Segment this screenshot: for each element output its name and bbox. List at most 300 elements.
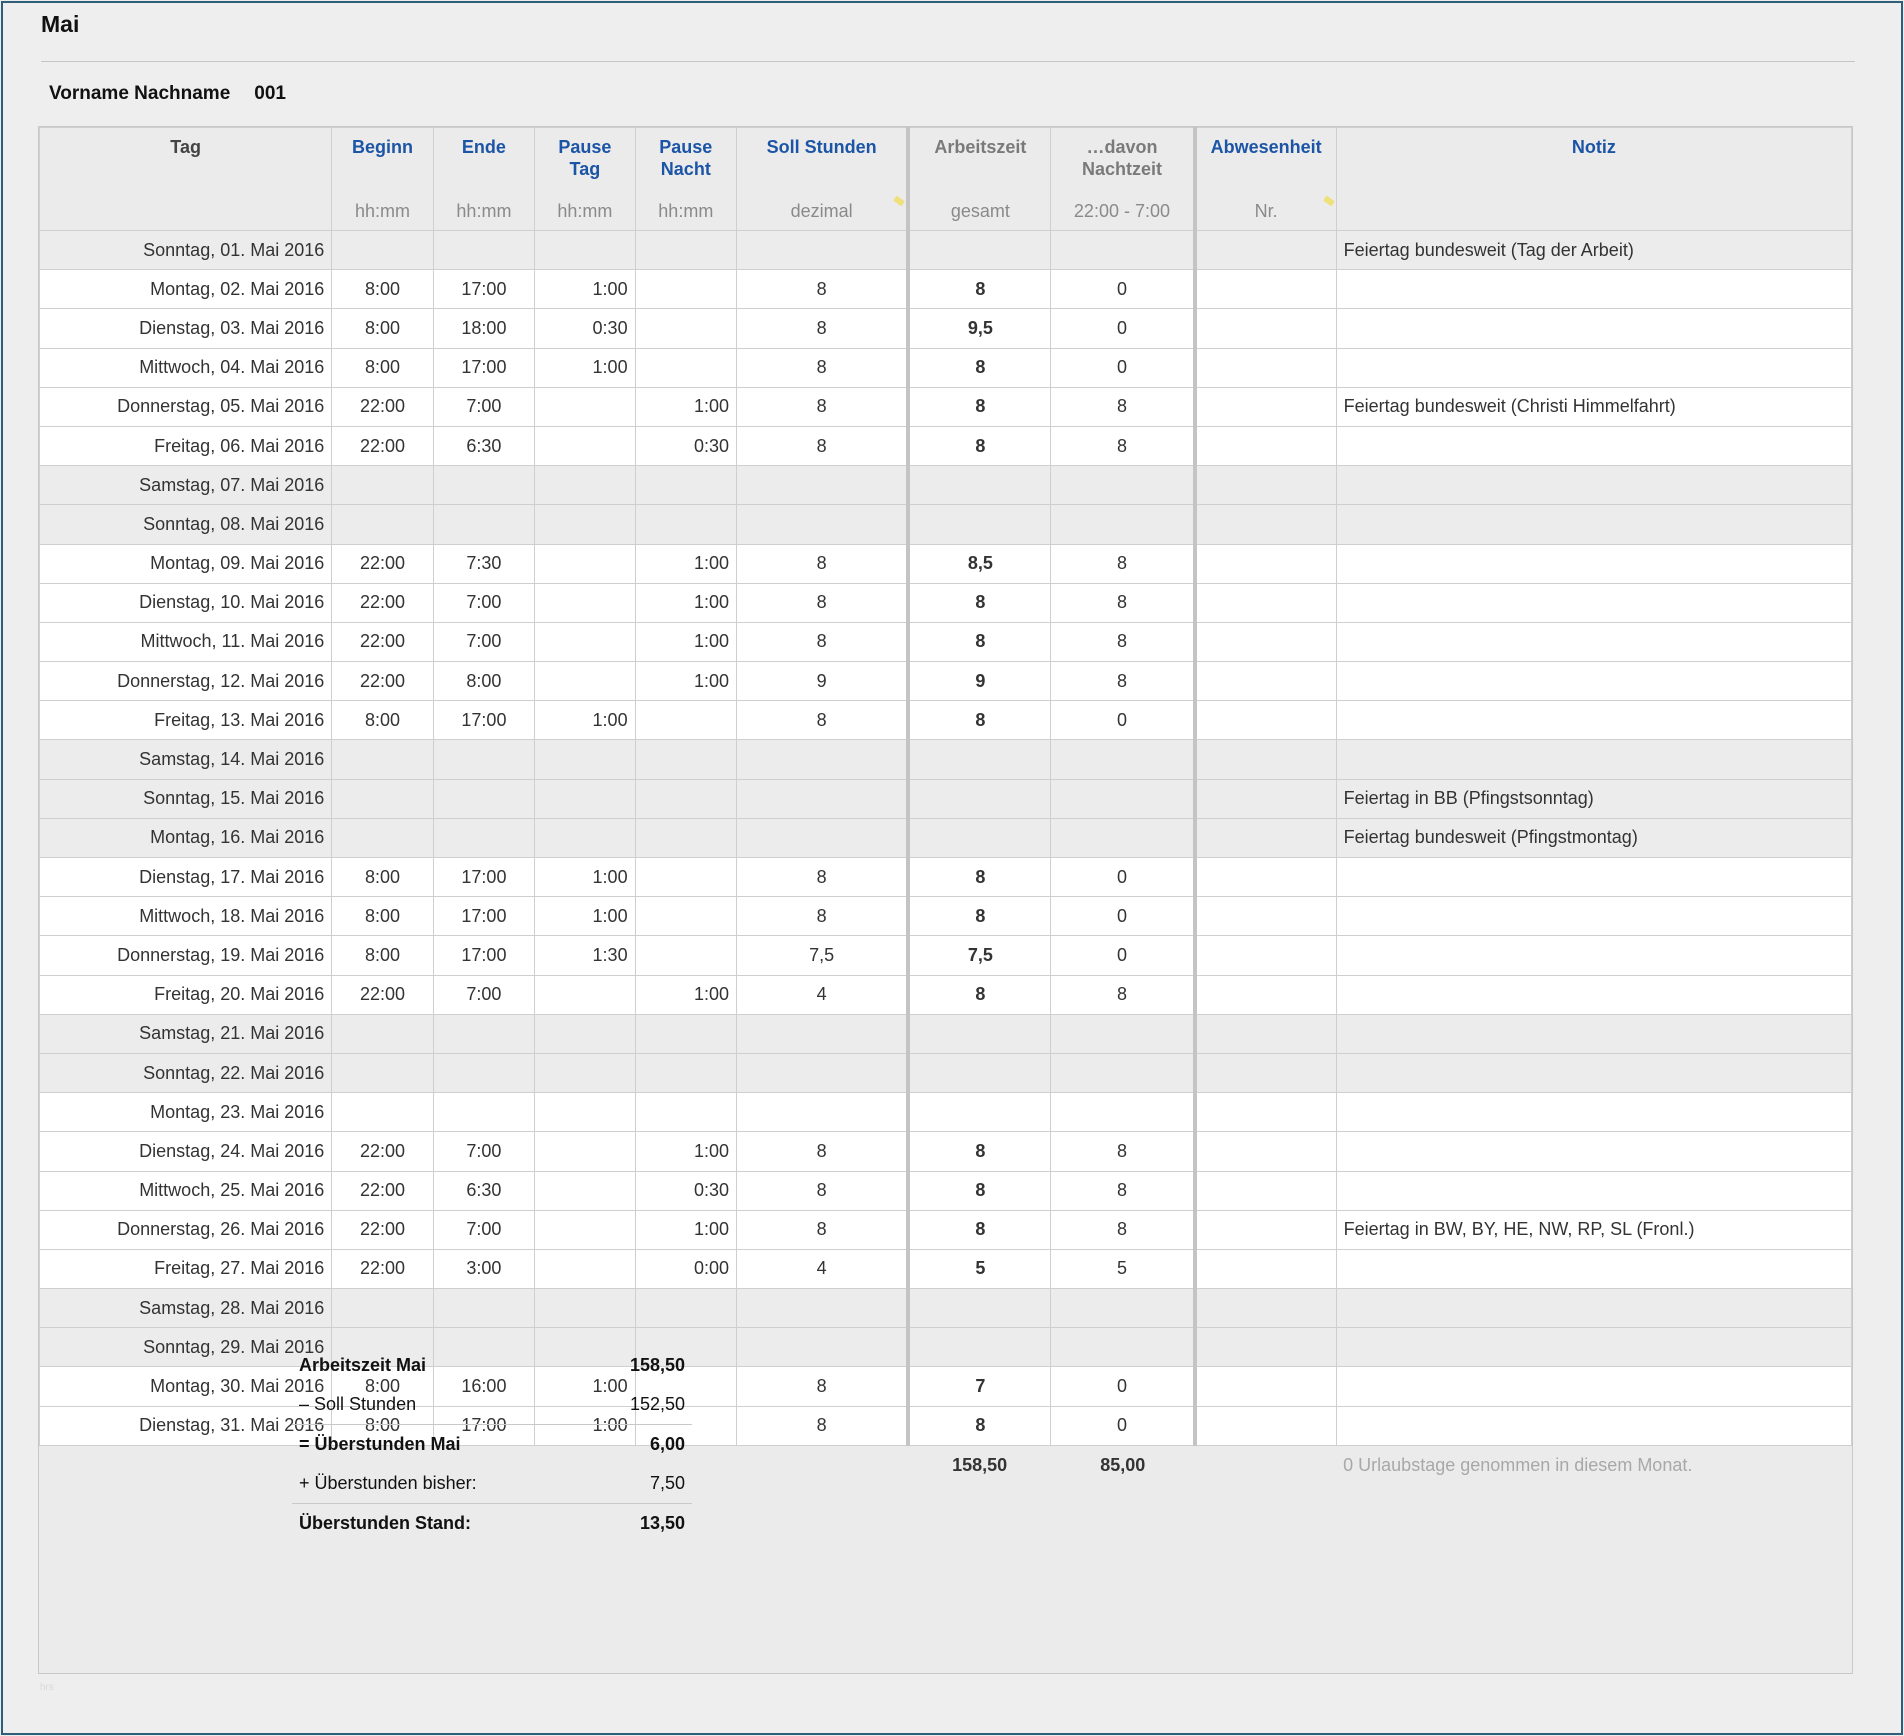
cell-pause-nacht[interactable]: 1:00 <box>635 622 736 661</box>
cell-notiz[interactable] <box>1336 1093 1851 1132</box>
cell-arbeitszeit[interactable]: 8 <box>908 1406 1051 1445</box>
cell-ende[interactable]: 3:00 <box>433 1249 534 1288</box>
cell-beginn[interactable]: 22:00 <box>332 975 433 1014</box>
cell-beginn[interactable]: 22:00 <box>332 387 433 426</box>
cell-arbeitszeit[interactable]: 8 <box>908 701 1051 740</box>
cell-arbeitszeit[interactable]: 8,5 <box>908 544 1051 583</box>
cell-soll[interactable]: 8 <box>737 1171 909 1210</box>
cell-nachtzeit[interactable]: 8 <box>1051 583 1195 622</box>
cell-abwesenheit[interactable] <box>1195 426 1337 465</box>
cell-notiz[interactable] <box>1336 1014 1851 1053</box>
cell-soll[interactable]: 7,5 <box>737 936 909 975</box>
cell-pause-tag[interactable] <box>535 583 635 622</box>
cell-beginn[interactable] <box>332 1289 433 1328</box>
cell-beginn[interactable]: 22:00 <box>332 544 433 583</box>
cell-beginn[interactable]: 8:00 <box>332 858 433 897</box>
cell-tag: Donnerstag, 12. Mai 2016 <box>40 662 332 701</box>
cell-arbeitszeit[interactable] <box>908 779 1051 818</box>
cell-soll[interactable] <box>737 779 909 818</box>
cell-abwesenheit[interactable] <box>1195 466 1337 505</box>
cell-abwesenheit[interactable] <box>1195 1406 1337 1445</box>
cell-abwesenheit[interactable] <box>1195 818 1337 857</box>
cell-nachtzeit[interactable]: 0 <box>1051 1367 1195 1406</box>
cell-beginn[interactable]: 22:00 <box>332 583 433 622</box>
cell-notiz[interactable] <box>1336 740 1851 779</box>
cell-pause-tag[interactable] <box>535 231 635 270</box>
cell-nachtzeit[interactable]: 0 <box>1051 309 1195 348</box>
cell-beginn[interactable] <box>332 1014 433 1053</box>
cell-beginn[interactable] <box>332 466 433 505</box>
cell-beginn[interactable] <box>332 740 433 779</box>
cell-pause-nacht[interactable] <box>635 1053 736 1092</box>
cell-arbeitszeit[interactable]: 8 <box>908 270 1051 309</box>
cell-notiz[interactable] <box>1336 701 1851 740</box>
cell-arbeitszeit[interactable] <box>908 466 1051 505</box>
cell-arbeitszeit[interactable] <box>908 740 1051 779</box>
cell-beginn[interactable]: 22:00 <box>332 426 433 465</box>
cell-ende[interactable]: 17:00 <box>433 897 534 936</box>
cell-pause-nacht[interactable] <box>635 936 736 975</box>
cell-tag: Samstag, 28. Mai 2016 <box>40 1289 332 1328</box>
cell-abwesenheit[interactable] <box>1195 1014 1337 1053</box>
cell-arbeitszeit[interactable] <box>908 1093 1051 1132</box>
cell-arbeitszeit[interactable]: 8 <box>908 1132 1051 1171</box>
cell-nachtzeit[interactable]: 0 <box>1051 348 1195 387</box>
cell-beginn[interactable]: 22:00 <box>332 1210 433 1249</box>
cell-soll[interactable] <box>737 1328 909 1367</box>
cell-soll[interactable] <box>737 1053 909 1092</box>
cell-ende[interactable] <box>433 779 534 818</box>
cell-pause-tag[interactable]: 1:00 <box>535 897 635 936</box>
cell-soll[interactable]: 8 <box>737 897 909 936</box>
cell-abwesenheit[interactable] <box>1195 231 1337 270</box>
cell-arbeitszeit[interactable]: 8 <box>908 858 1051 897</box>
cell-soll[interactable] <box>737 231 909 270</box>
cell-ende[interactable]: 17:00 <box>433 701 534 740</box>
cell-ende[interactable]: 17:00 <box>433 348 534 387</box>
cell-notiz[interactable] <box>1336 309 1851 348</box>
cell-beginn[interactable]: 22:00 <box>332 1249 433 1288</box>
cell-notiz[interactable]: Feiertag in BW, BY, HE, NW, RP, SL (Fronl.) <box>1336 1210 1851 1249</box>
cell-ende[interactable] <box>433 505 534 544</box>
cell-pause-tag[interactable] <box>535 1210 635 1249</box>
cell-ende[interactable]: 17:00 <box>433 858 534 897</box>
cell-pause-nacht[interactable] <box>635 348 736 387</box>
cell-pause-tag[interactable] <box>535 466 635 505</box>
cell-notiz[interactable] <box>1336 662 1851 701</box>
cell-abwesenheit[interactable] <box>1195 1367 1337 1406</box>
cell-abwesenheit[interactable] <box>1195 1328 1337 1367</box>
cell-beginn[interactable]: 8:00 <box>332 309 433 348</box>
cell-pause-nacht[interactable] <box>635 231 736 270</box>
cell-pause-tag[interactable] <box>535 426 635 465</box>
cell-pause-tag[interactable] <box>535 1093 635 1132</box>
cell-abwesenheit[interactable] <box>1195 505 1337 544</box>
summary-value: 158,50 <box>629 1355 685 1375</box>
cell-arbeitszeit[interactable]: 8 <box>908 426 1051 465</box>
cell-tag: Freitag, 20. Mai 2016 <box>40 975 332 1014</box>
cell-beginn[interactable]: 22:00 <box>332 662 433 701</box>
cell-tag: Montag, 16. Mai 2016 <box>40 818 332 857</box>
cell-soll[interactable] <box>737 466 909 505</box>
employee-number[interactable]: 001 <box>254 83 286 104</box>
cell-nachtzeit[interactable]: 0 <box>1051 701 1195 740</box>
cell-nachtzeit[interactable] <box>1051 466 1195 505</box>
cell-notiz[interactable] <box>1336 1328 1851 1367</box>
cell-notiz[interactable] <box>1336 1249 1851 1288</box>
cell-nachtzeit[interactable]: 0 <box>1051 858 1195 897</box>
cell-abwesenheit[interactable] <box>1195 583 1337 622</box>
cell-abwesenheit[interactable] <box>1195 858 1337 897</box>
cell-nachtzeit[interactable] <box>1051 740 1195 779</box>
cell-abwesenheit[interactable] <box>1195 387 1337 426</box>
cell-nachtzeit[interactable]: 8 <box>1051 1132 1195 1171</box>
summary-row <box>292 1424 692 1464</box>
col-header-pause-tag: Pause Tag hh:mm <box>535 128 635 231</box>
cell-ende[interactable] <box>433 231 534 270</box>
cell-pause-nacht[interactable] <box>635 466 736 505</box>
cell-notiz[interactable] <box>1336 622 1851 661</box>
cell-arbeitszeit[interactable]: 7 <box>908 1367 1051 1406</box>
cell-pause-tag[interactable]: 1:00 <box>535 701 635 740</box>
cell-abwesenheit[interactable] <box>1195 270 1337 309</box>
cell-ende[interactable]: 6:30 <box>433 426 534 465</box>
cell-nachtzeit[interactable] <box>1051 1289 1195 1328</box>
cell-arbeitszeit[interactable]: 7,5 <box>908 936 1051 975</box>
cell-beginn[interactable]: 8:00 <box>332 270 433 309</box>
cell-tag: Mittwoch, 11. Mai 2016 <box>40 622 332 661</box>
col-header-arbeitszeit: Arbeitszeit gesamt <box>908 128 1051 231</box>
summary-value: 13,50 <box>639 1513 685 1533</box>
cell-pause-nacht[interactable]: 1:00 <box>635 583 736 622</box>
cell-arbeitszeit[interactable]: 8 <box>908 897 1051 936</box>
cell-abwesenheit[interactable] <box>1195 622 1337 661</box>
cell-arbeitszeit[interactable] <box>908 1328 1051 1367</box>
cell-ende[interactable] <box>433 466 534 505</box>
cell-ende[interactable]: 7:00 <box>433 1210 534 1249</box>
cell-pause-tag[interactable]: 1:00 <box>535 1367 635 1406</box>
cell-pause-nacht[interactable]: 1:00 <box>635 544 736 583</box>
cell-nachtzeit[interactable]: 8 <box>1051 426 1195 465</box>
cell-arbeitszeit[interactable]: 5 <box>908 1249 1051 1288</box>
cell-pause-tag[interactable] <box>535 622 635 661</box>
cell-pause-nacht[interactable]: 1:00 <box>635 662 736 701</box>
cell-notiz[interactable] <box>1336 975 1851 1014</box>
cell-nachtzeit[interactable] <box>1051 231 1195 270</box>
cell-notiz[interactable] <box>1336 897 1851 936</box>
cell-arbeitszeit[interactable] <box>908 1053 1051 1092</box>
cell-abwesenheit[interactable] <box>1195 1053 1337 1092</box>
cell-notiz[interactable]: Feiertag bundesweit (Tag der Arbeit) <box>1336 231 1851 270</box>
cell-pause-nacht[interactable]: 0:30 <box>635 426 736 465</box>
cell-ende[interactable]: 16:00 <box>433 1367 534 1406</box>
cell-arbeitszeit[interactable] <box>908 1289 1051 1328</box>
cell-soll[interactable]: 8 <box>737 1406 909 1445</box>
cell-beginn[interactable] <box>332 818 433 857</box>
cell-ende[interactable]: 6:30 <box>433 1171 534 1210</box>
cell-nachtzeit[interactable]: 8 <box>1051 1210 1195 1249</box>
cell-soll[interactable]: 8 <box>737 1132 909 1171</box>
cell-abwesenheit[interactable] <box>1195 1093 1337 1132</box>
cell-soll[interactable]: 8 <box>737 701 909 740</box>
cell-notiz[interactable] <box>1336 583 1851 622</box>
cell-pause-nacht[interactable] <box>635 858 736 897</box>
cell-soll[interactable] <box>737 505 909 544</box>
cell-notiz[interactable] <box>1336 1132 1851 1171</box>
cell-arbeitszeit[interactable]: 8 <box>908 1171 1051 1210</box>
cell-abwesenheit[interactable] <box>1195 779 1337 818</box>
cell-ende[interactable]: 7:30 <box>433 544 534 583</box>
cell-nachtzeit[interactable] <box>1051 505 1195 544</box>
cell-arbeitszeit[interactable]: 8 <box>908 387 1051 426</box>
cell-pause-tag[interactable] <box>535 779 635 818</box>
cell-abwesenheit[interactable] <box>1195 936 1337 975</box>
cell-soll[interactable]: 8 <box>737 1367 909 1406</box>
cell-pause-nacht[interactable] <box>635 897 736 936</box>
cell-pause-nacht[interactable] <box>635 740 736 779</box>
cell-tag: Dienstag, 31. Mai 2016 <box>40 1406 332 1445</box>
cell-soll[interactable]: 8 <box>737 583 909 622</box>
cell-notiz[interactable] <box>1336 348 1851 387</box>
cell-nachtzeit[interactable] <box>1051 818 1195 857</box>
cell-arbeitszeit[interactable]: 8 <box>908 583 1051 622</box>
table-row <box>40 505 1852 544</box>
cell-ende[interactable]: 7:00 <box>433 975 534 1014</box>
cell-ende[interactable]: 7:00 <box>433 1132 534 1171</box>
cell-arbeitszeit[interactable]: 8 <box>908 348 1051 387</box>
cell-pause-tag[interactable] <box>535 387 635 426</box>
cell-abwesenheit[interactable] <box>1195 1249 1337 1288</box>
cell-beginn[interactable] <box>332 1053 433 1092</box>
cell-pause-tag[interactable]: 1:00 <box>535 1406 635 1445</box>
cell-abwesenheit[interactable] <box>1195 348 1337 387</box>
vacation-note: 0 Urlaubstage genommen in diesem Monat. <box>1336 1445 1851 1485</box>
cell-soll[interactable] <box>737 740 909 779</box>
table-row <box>40 858 1852 897</box>
cell-ende[interactable] <box>433 1014 534 1053</box>
cell-soll[interactable]: 8 <box>737 1210 909 1249</box>
table-row <box>40 779 1852 818</box>
cell-pause-tag[interactable] <box>535 1014 635 1053</box>
cell-notiz[interactable]: Feiertag bundesweit (Pfingstmontag) <box>1336 818 1851 857</box>
cell-soll[interactable]: 4 <box>737 1249 909 1288</box>
cell-pause-tag[interactable]: 0:30 <box>535 309 635 348</box>
cell-soll[interactable] <box>737 818 909 857</box>
cell-nachtzeit[interactable]: 0 <box>1051 270 1195 309</box>
cell-pause-nacht[interactable]: 1:00 <box>635 1210 736 1249</box>
cell-ende[interactable]: 18:00 <box>433 309 534 348</box>
cell-nachtzeit[interactable]: 8 <box>1051 387 1195 426</box>
cell-beginn[interactable]: 8:00 <box>332 897 433 936</box>
cell-notiz[interactable] <box>1336 270 1851 309</box>
cell-nachtzeit[interactable] <box>1051 1093 1195 1132</box>
cell-notiz[interactable] <box>1336 858 1851 897</box>
employee-name[interactable]: Vorname Nachname <box>49 83 231 104</box>
cell-soll[interactable]: 8 <box>737 858 909 897</box>
cell-ende[interactable]: 17:00 <box>433 270 534 309</box>
cell-notiz[interactable] <box>1336 1406 1851 1445</box>
cell-arbeitszeit[interactable] <box>908 1014 1051 1053</box>
cell-abwesenheit[interactable] <box>1195 544 1337 583</box>
col-header-soll-stunden: Soll Stunden dezimal <box>737 128 909 231</box>
cell-abwesenheit[interactable] <box>1195 897 1337 936</box>
cell-pause-nacht[interactable]: 0:30 <box>635 1171 736 1210</box>
cell-beginn[interactable]: 8:00 <box>332 1367 433 1406</box>
cell-arbeitszeit[interactable] <box>908 818 1051 857</box>
cell-pause-tag[interactable] <box>535 740 635 779</box>
cell-notiz[interactable] <box>1336 1289 1851 1328</box>
cell-ende[interactable] <box>433 1289 534 1328</box>
cell-notiz[interactable]: Feiertag bundesweit (Christi Himmelfahrt) <box>1336 387 1851 426</box>
summary-row <box>292 1464 692 1503</box>
cell-pause-tag[interactable] <box>535 818 635 857</box>
cell-abwesenheit[interactable] <box>1195 309 1337 348</box>
cell-nachtzeit[interactable]: 8 <box>1051 662 1195 701</box>
cell-notiz[interactable] <box>1336 1053 1851 1092</box>
cell-notiz[interactable] <box>1336 505 1851 544</box>
cell-notiz[interactable]: Feiertag in BB (Pfingstsonntag) <box>1336 779 1851 818</box>
cell-pause-tag[interactable] <box>535 662 635 701</box>
cell-nachtzeit[interactable]: 0 <box>1051 1406 1195 1445</box>
cell-tag: Montag, 23. Mai 2016 <box>40 1093 332 1132</box>
cell-pause-tag[interactable] <box>535 975 635 1014</box>
cell-pause-nacht[interactable] <box>635 309 736 348</box>
cell-arbeitszeit[interactable]: 8 <box>908 975 1051 1014</box>
cell-beginn[interactable] <box>332 779 433 818</box>
cell-nachtzeit[interactable]: 0 <box>1051 897 1195 936</box>
cell-ende[interactable]: 8:00 <box>433 662 534 701</box>
cell-pause-nacht[interactable] <box>635 505 736 544</box>
cell-beginn[interactable] <box>332 1093 433 1132</box>
cell-abwesenheit[interactable] <box>1195 662 1337 701</box>
cell-ende[interactable]: 17:00 <box>433 1406 534 1445</box>
cell-ende[interactable]: 7:00 <box>433 622 534 661</box>
cell-pause-tag[interactable]: 1:00 <box>535 348 635 387</box>
cell-nachtzeit[interactable] <box>1051 1014 1195 1053</box>
cell-soll[interactable] <box>737 1014 909 1053</box>
cell-beginn[interactable] <box>332 231 433 270</box>
cell-pause-nacht[interactable]: 1:00 <box>635 387 736 426</box>
cell-beginn[interactable]: 8:00 <box>332 936 433 975</box>
cell-beginn[interactable]: 22:00 <box>332 1132 433 1171</box>
cell-pause-nacht[interactable] <box>635 818 736 857</box>
cell-nachtzeit[interactable] <box>1051 1328 1195 1367</box>
cell-pause-tag[interactable] <box>535 544 635 583</box>
cell-soll[interactable]: 8 <box>737 544 909 583</box>
cell-abwesenheit[interactable] <box>1195 701 1337 740</box>
cell-beginn[interactable]: 8:00 <box>332 1406 433 1445</box>
cell-soll[interactable]: 9 <box>737 662 909 701</box>
cell-soll[interactable]: 8 <box>737 270 909 309</box>
cell-beginn[interactable]: 8:00 <box>332 348 433 387</box>
cell-pause-nacht[interactable] <box>635 1093 736 1132</box>
cell-pause-tag[interactable] <box>535 505 635 544</box>
summary-value: 7,50 <box>649 1473 685 1493</box>
cell-arbeitszeit[interactable]: 9,5 <box>908 309 1051 348</box>
cell-ende[interactable]: 7:00 <box>433 583 534 622</box>
cell-pause-nacht[interactable] <box>635 701 736 740</box>
cell-pause-nacht[interactable] <box>635 270 736 309</box>
cell-pause-nacht[interactable] <box>635 1289 736 1328</box>
cell-ende[interactable]: 17:00 <box>433 936 534 975</box>
cell-abwesenheit[interactable] <box>1195 975 1337 1014</box>
footer-mark: hrs <box>40 1682 54 1693</box>
cell-beginn[interactable] <box>332 505 433 544</box>
cell-ende[interactable] <box>433 1053 534 1092</box>
cell-nachtzeit[interactable]: 8 <box>1051 975 1195 1014</box>
cell-abwesenheit[interactable] <box>1195 740 1337 779</box>
cell-pause-tag[interactable] <box>535 1171 635 1210</box>
cell-beginn[interactable]: 8:00 <box>332 701 433 740</box>
cell-soll[interactable]: 8 <box>737 348 909 387</box>
cell-nachtzeit[interactable]: 0 <box>1051 936 1195 975</box>
cell-soll[interactable]: 8 <box>737 309 909 348</box>
cell-arbeitszeit[interactable]: 9 <box>908 662 1051 701</box>
cell-ende[interactable] <box>433 818 534 857</box>
cell-soll[interactable] <box>737 1289 909 1328</box>
cell-pause-nacht[interactable] <box>635 779 736 818</box>
cell-pause-nacht[interactable]: 1:00 <box>635 1132 736 1171</box>
cell-pause-nacht[interactable]: 0:00 <box>635 1249 736 1288</box>
cell-pause-nacht[interactable] <box>635 1014 736 1053</box>
cell-tag: Donnerstag, 19. Mai 2016 <box>40 936 332 975</box>
cell-ende[interactable] <box>433 740 534 779</box>
cell-nachtzeit[interactable]: 8 <box>1051 1171 1195 1210</box>
cell-notiz[interactable] <box>1336 426 1851 465</box>
cell-beginn[interactable]: 22:00 <box>332 622 433 661</box>
cell-pause-tag[interactable] <box>535 1249 635 1288</box>
cell-tag: Sonntag, 01. Mai 2016 <box>40 231 332 270</box>
cell-arbeitszeit[interactable] <box>908 505 1051 544</box>
cell-beginn[interactable]: 22:00 <box>332 1171 433 1210</box>
cell-pause-tag[interactable]: 1:00 <box>535 270 635 309</box>
cell-notiz[interactable] <box>1336 936 1851 975</box>
cell-notiz[interactable] <box>1336 466 1851 505</box>
cell-pause-tag[interactable] <box>535 1289 635 1328</box>
cell-nachtzeit[interactable] <box>1051 779 1195 818</box>
cell-soll[interactable]: 8 <box>737 387 909 426</box>
cell-abwesenheit[interactable] <box>1195 1289 1337 1328</box>
table-row <box>40 270 1852 309</box>
cell-pause-tag[interactable] <box>535 1132 635 1171</box>
cell-abwesenheit[interactable] <box>1195 1171 1337 1210</box>
table-row <box>40 740 1852 779</box>
cell-pause-tag[interactable]: 1:30 <box>535 936 635 975</box>
cell-abwesenheit[interactable] <box>1195 1210 1337 1249</box>
table-row <box>40 387 1852 426</box>
cell-ende[interactable] <box>433 1093 534 1132</box>
cell-nachtzeit[interactable]: 5 <box>1051 1249 1195 1288</box>
cell-soll[interactable] <box>737 1093 909 1132</box>
cell-arbeitszeit[interactable] <box>908 231 1051 270</box>
cell-abwesenheit[interactable] <box>1195 1132 1337 1171</box>
cell-ende[interactable]: 7:00 <box>433 387 534 426</box>
cell-soll[interactable]: 8 <box>737 622 909 661</box>
cell-pause-tag[interactable]: 1:00 <box>535 858 635 897</box>
cell-pause-tag[interactable] <box>535 1053 635 1092</box>
cell-nachtzeit[interactable]: 8 <box>1051 622 1195 661</box>
cell-arbeitszeit[interactable]: 8 <box>908 1210 1051 1249</box>
cell-soll[interactable]: 4 <box>737 975 909 1014</box>
cell-arbeitszeit[interactable]: 8 <box>908 622 1051 661</box>
cell-notiz[interactable] <box>1336 1367 1851 1406</box>
cell-nachtzeit[interactable]: 8 <box>1051 544 1195 583</box>
cell-pause-nacht[interactable]: 1:00 <box>635 975 736 1014</box>
cell-soll[interactable]: 8 <box>737 426 909 465</box>
cell-nachtzeit[interactable] <box>1051 1053 1195 1092</box>
cell-notiz[interactable] <box>1336 1171 1851 1210</box>
cell-notiz[interactable] <box>1336 544 1851 583</box>
